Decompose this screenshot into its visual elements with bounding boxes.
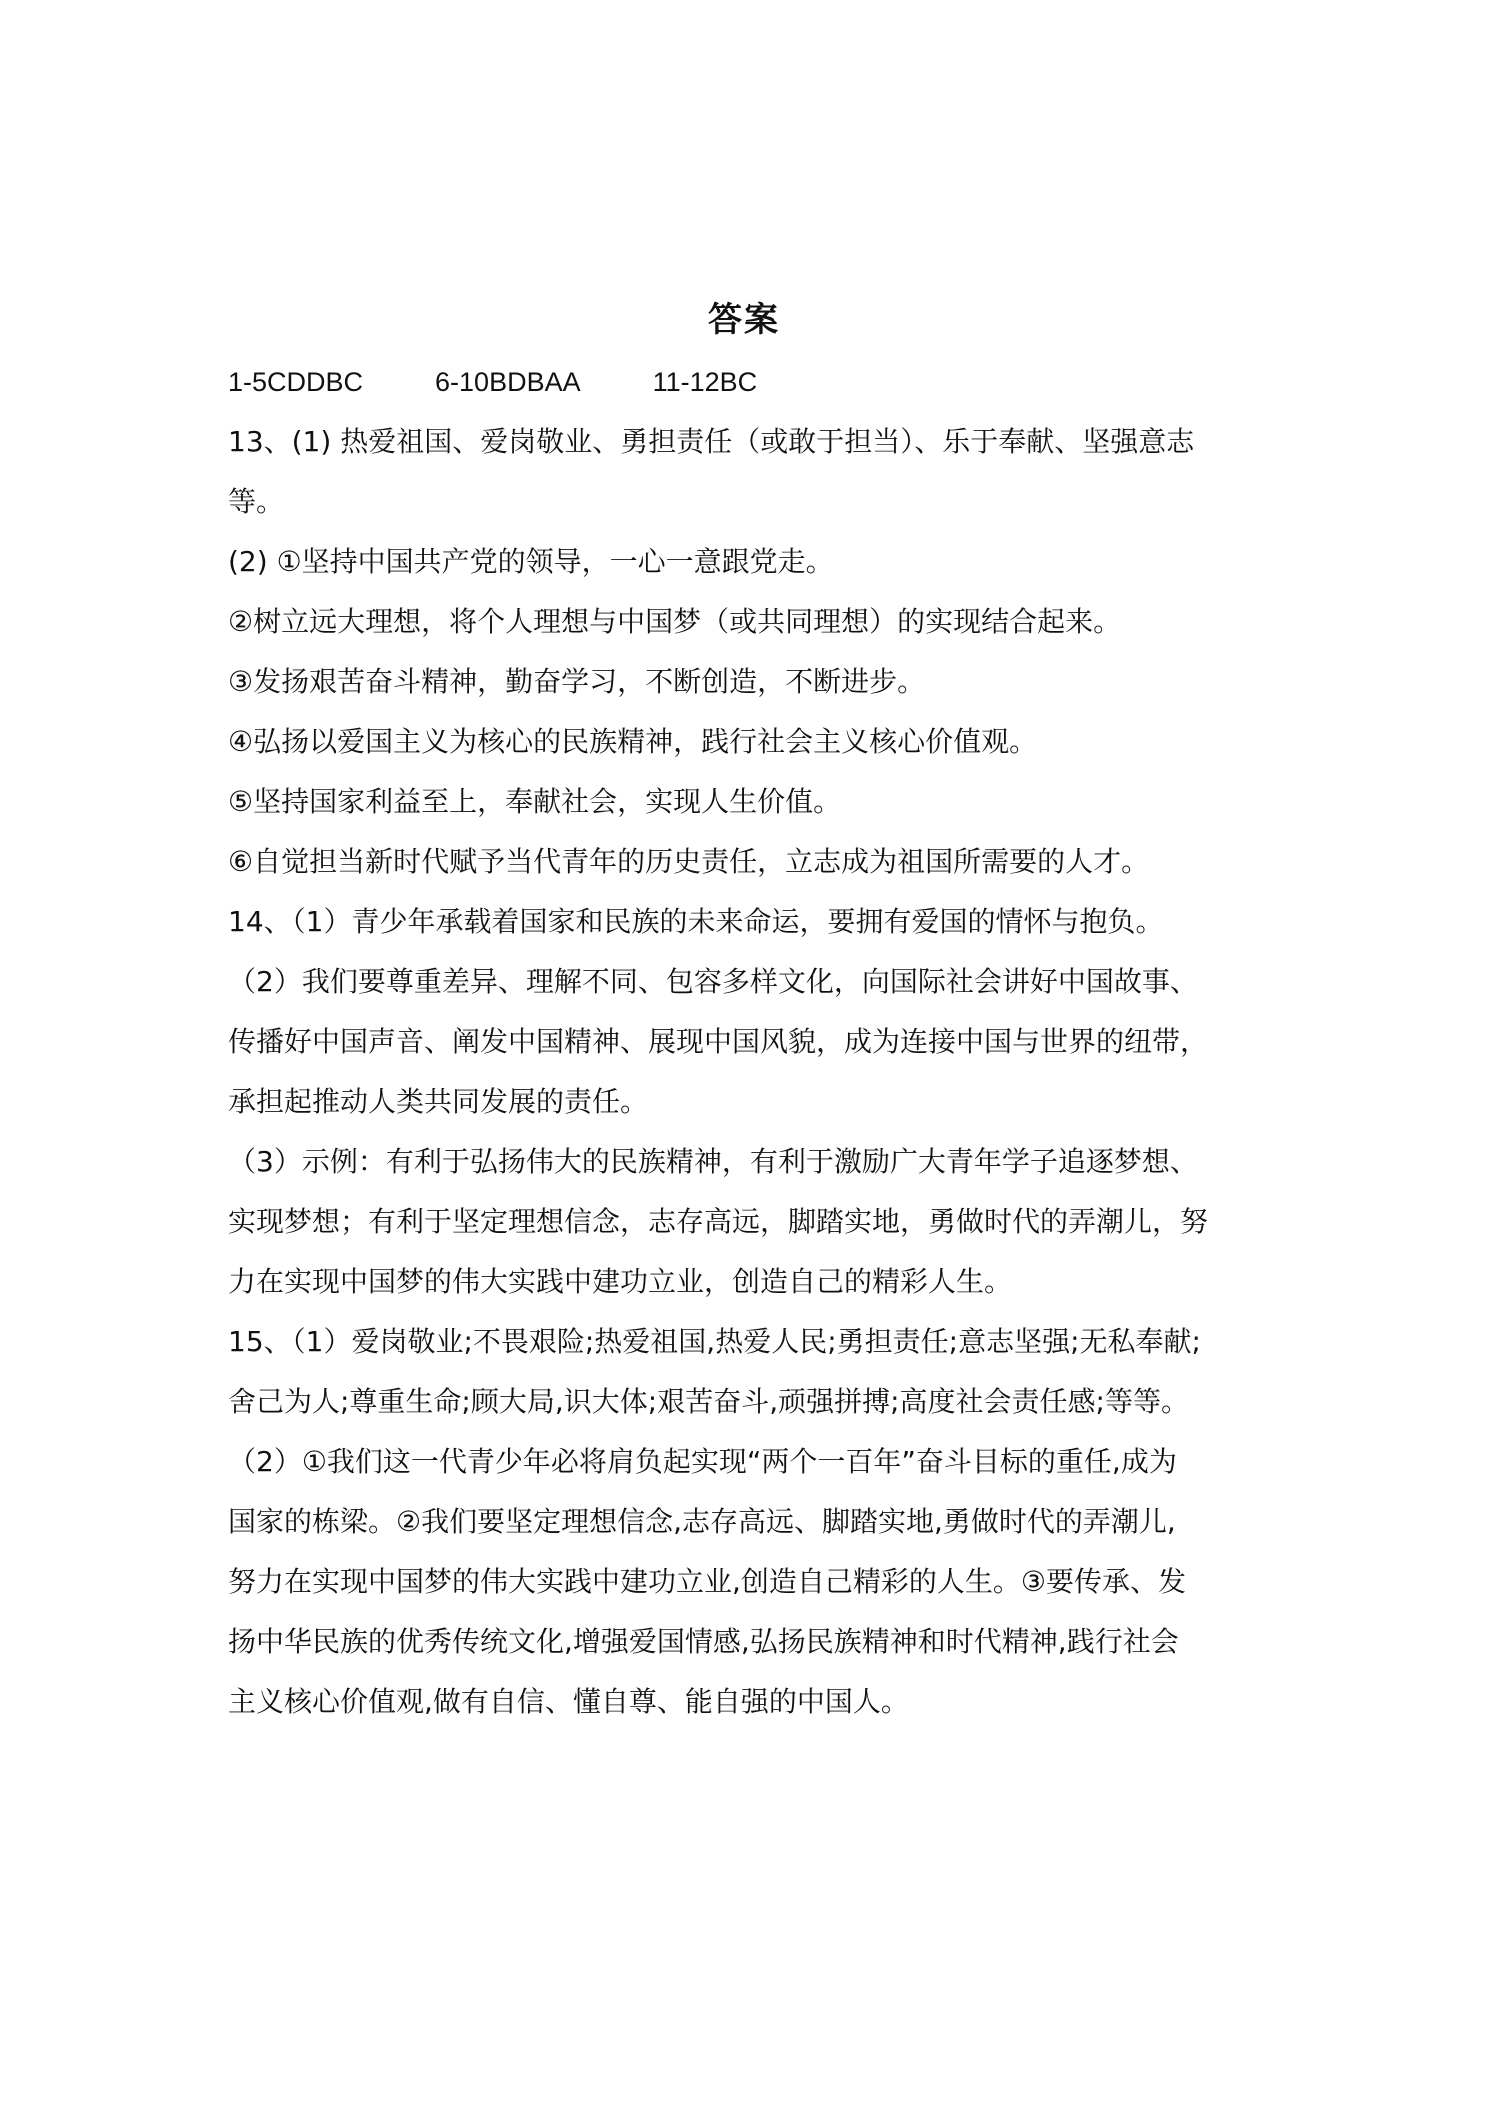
text-line: 国家的栋梁。②我们要坚定理想信念,志存高远、脚踏实地,勇做时代的弄潮儿, (228, 1505, 1176, 1538)
text-line: （2）我们要尊重差异、理解不同、包容多样文化，向国际社会讲好中国故事、 (228, 965, 1198, 998)
text-line: 承担起推动人类共同发展的责任。 (228, 1085, 649, 1118)
multiple-choice-answers (228, 352, 1273, 412)
text-line: 力在实现中国梦的伟大实践中建功立业，创造自己的精彩人生。 (228, 1265, 1013, 1298)
answers-1-5: 1-5CDDBC (228, 367, 364, 397)
text-line: （3）示例：有利于弘扬伟大的民族精神，有利于激励广大青年学子追逐梦想、 (228, 1145, 1198, 1178)
text-line: ⑤坚持国家利益至上，奉献社会，实现人生价值。 (228, 785, 842, 818)
text-line: ②树立远大理想，将个人理想与中国梦（或共同理想）的实现结合起来。 (228, 605, 1122, 638)
text-line: 努力在实现中国梦的伟大实践中建功立业,创造自己精彩的人生。③要传承、发 (228, 1565, 1187, 1598)
text-line: ⑥自觉担当新时代赋予当代青年的历史责任，立志成为祖国所需要的人才。 (228, 845, 1150, 878)
answers-11-12: 11-12BC (652, 367, 758, 397)
text-line: 舍己为人;尊重生命;顾大局,识大体;艰苦奋斗,顽强拼搏;高度社会责任感;等等。 (228, 1385, 1189, 1418)
answers-6-10: 6-10BDBAA (435, 367, 581, 397)
text-line: 13、(1) 热爱祖国、爱岗敬业、勇担责任（或敢于担当）、乐于奉献、坚强意志 (228, 425, 1195, 458)
text-line: 扬中华民族的优秀传统文化,增强爱国情感,弘扬民族精神和时代精神,践行社会 (228, 1625, 1179, 1658)
text-line: 15、（1）爱岗敬业;不畏艰险;热爱祖国,热爱人民;勇担责任;意志坚强;无私奉献; (228, 1325, 1201, 1358)
text-line: 实现梦想；有利于坚定理想信念，志存高远，脚踏实地，勇做时代的弄潮儿，努 (228, 1205, 1209, 1238)
text-line: 主义核心价值观,做有自信、懂自尊、能自强的中国人。 (228, 1685, 909, 1718)
text-line: (2) ①坚持中国共产党的领导，一心一意跟党走。 (228, 545, 834, 578)
text-line: ④弘扬以爱国主义为核心的民族精神，践行社会主义核心价值观。 (228, 725, 1038, 758)
text-line: 14、（1）青少年承载着国家和民族的未来命运，要拥有爱国的情怀与抱负。 (228, 905, 1164, 938)
page-title: 答案 (708, 300, 780, 340)
text-line: ③发扬艰苦奋斗精神，勤奋学习，不断创造，不断进步。 (228, 665, 926, 698)
answer-content (228, 352, 1273, 1732)
text-line: （2）①我们这一代青少年必将肩负起实现“两个一百年”奋斗目标的重任,成为 (228, 1445, 1177, 1478)
text-line: 等。 (228, 485, 285, 518)
text-line: 传播好中国声音、阐发中国精神、展现中国风貌，成为连接中国与世界的纽带， (228, 1025, 1209, 1058)
